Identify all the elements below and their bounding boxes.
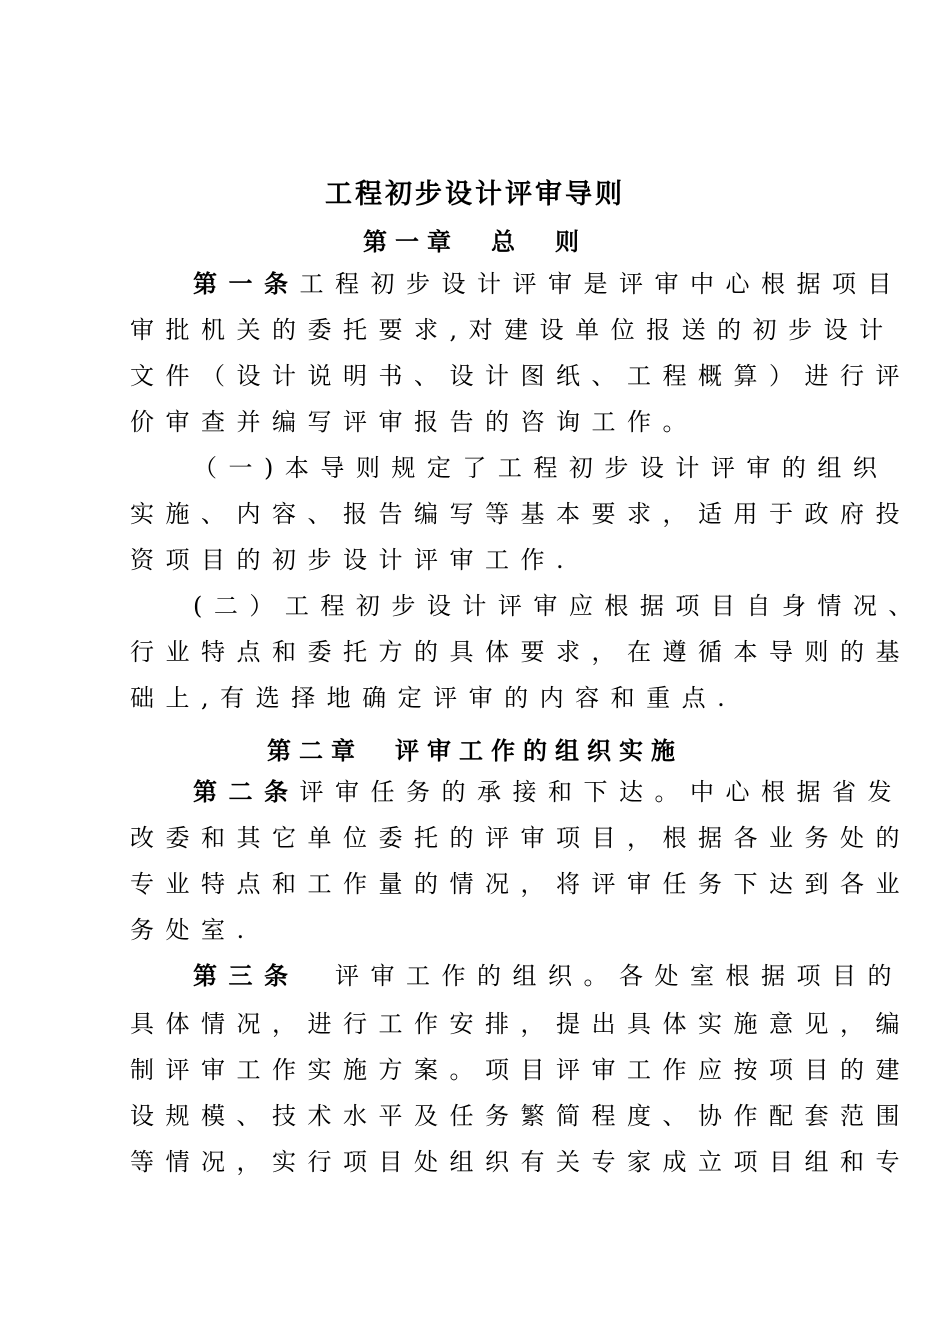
paragraph-line: 础上,有选择地确定评审的内容和重点. [130, 684, 737, 712]
article-first-line [193, 268, 913, 300]
paragraph-line: 改委和其它单位委托的评审项目，根据各业务处的 [130, 824, 911, 852]
paragraph-line: 价审查并编写评审报告的咨询工作。 [130, 408, 698, 436]
paragraph-text: 工程初步设计评审是评审中心根据项目 [299, 270, 903, 298]
paragraph-line: 等情况，实行项目处组织有关专家成立项目组和专 [130, 1148, 911, 1176]
paragraph-line: 制评审工作实施方案。项目评审工作应按项目的建 [130, 1056, 911, 1084]
article-heading: 第三条 [193, 961, 300, 990]
article-first-line [193, 776, 913, 808]
document-title: 工程初步设计评审导则 [325, 179, 625, 210]
paragraph-line: 审批机关的委托要求,对建设单位报送的初步设计 [130, 316, 895, 344]
paragraph-line: 资项目的初步设计评审工作. [130, 546, 576, 574]
paragraph-line: 具体情况，进行工作安排，提出具体实施意见，编 [130, 1010, 911, 1038]
paragraph-line: （一)本导则规定了工程初步设计评审的组织 [193, 454, 889, 482]
article-heading: 第二条 [193, 777, 300, 806]
paragraph-line: 设规模、技术水平及任务繁简程度、协作配套范围 [130, 1102, 911, 1130]
paragraph-line: (二）工程初步设计评审应根据项目自身情况、 [193, 592, 924, 620]
chapter-heading: 第二章 评审工作的组织实施 [267, 736, 683, 765]
paragraph-line: 务处室. [130, 916, 256, 944]
paragraph-text: 评审工作的组织。各处室根据项目的 [299, 962, 903, 990]
chapter-heading: 第一章 总 则 [363, 227, 587, 256]
paragraph-line: 实施、内容、报告编写等基本要求，适用于政府投 [130, 500, 911, 528]
article-first-line [193, 960, 913, 992]
paragraph-line: 文件（设计说明书、设计图纸、工程概算）进行评 [130, 362, 911, 390]
paragraph-text: 评审任务的承接和下达。中心根据省发 [299, 778, 903, 806]
article-heading: 第一条 [193, 269, 300, 298]
paragraph-line: 行业特点和委托方的具体要求，在遵循本导则的基 [130, 638, 911, 666]
paragraph-line: 专业特点和工作量的情况，将评审任务下达到各业 [130, 870, 911, 898]
